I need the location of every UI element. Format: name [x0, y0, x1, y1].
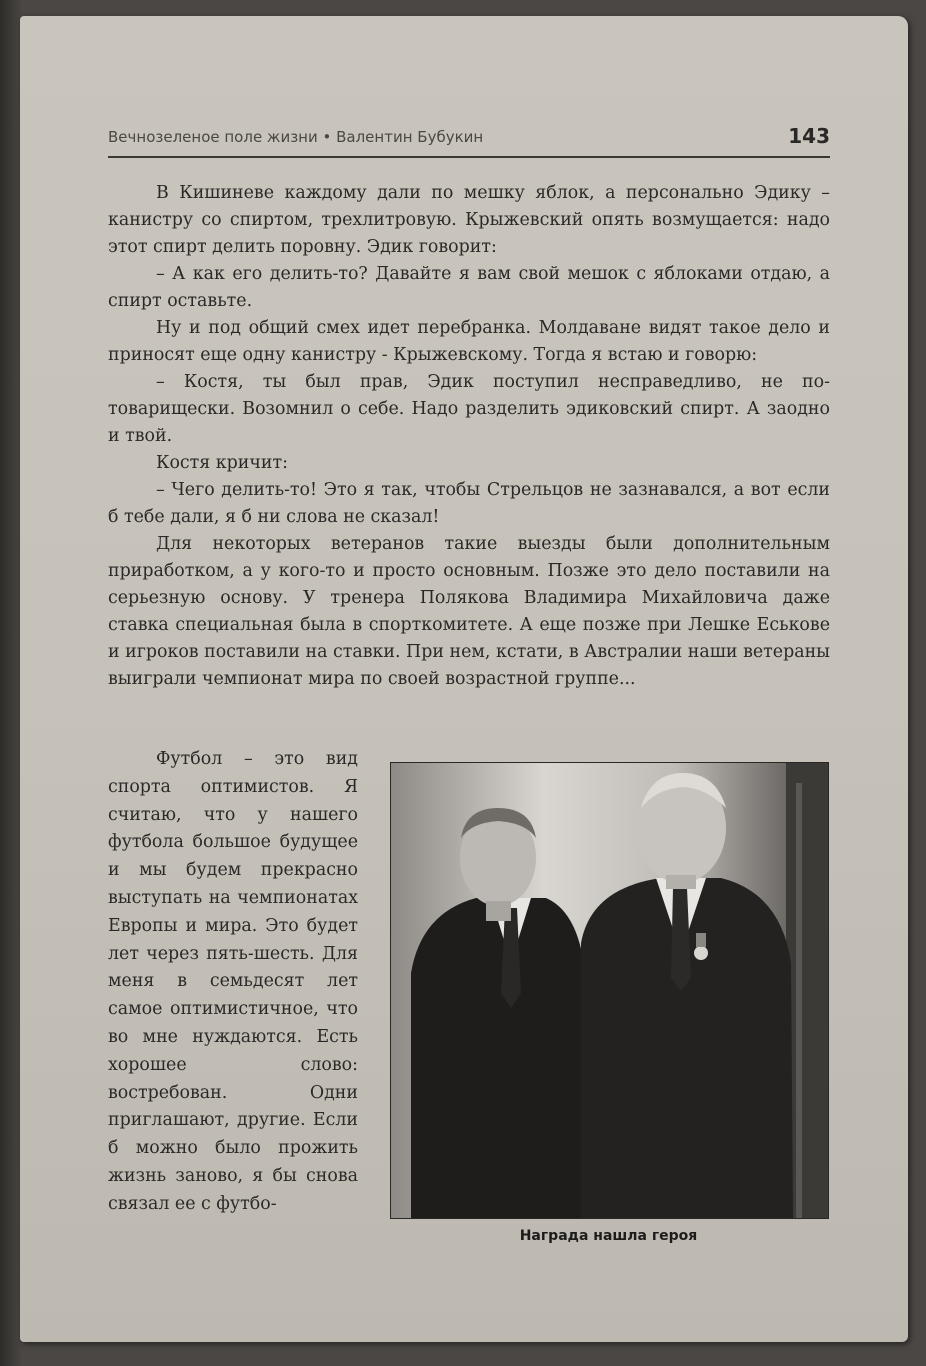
- photo-caption: Награда нашла героя: [519, 1228, 698, 1244]
- paragraph: – А как его делить-то? Давайте я вам свой мешок с яблоками отдаю, а спирт оставьте.: [108, 264, 830, 311]
- body-text: [108, 180, 830, 693]
- paragraph: Для некоторых ветеранов такие выезды были дополнительным приработком, а у кого-то и просто основным. Позже это дело поставили на серьезную основу. У тренера Полякова Владимира Михайловича даже ставка специальная была в спорткомитете. А еще позже при Лешке Еськове и игроков поставили на ставки. При нем, кстати, в Австралии наши ветераны выиграли чемпионат мира по своей возрастной группе...: [108, 534, 830, 689]
- photo-illustration: [391, 763, 828, 1218]
- paragraph: Футбол – это вид спорта оптимистов. Я считаю, что у нашего футбола большое будущее и мы будем прекрасно выступать на чемпионатах Европы и мира. Это будет лет через пять-шесть. Для меня в семьдесят лет самое оптимистичное, что во мне нуждаются. Есть хорошее слово: востребован. Одни приглашают, другие. Если б можно было прожить жизнь заново, я бы снова связал ее с футбо-: [108, 749, 358, 1214]
- photo: [390, 762, 829, 1219]
- running-head: Вечнозеленое поле жизни • Валентин Бубукин: [108, 128, 484, 146]
- paragraph: Костя кричит:: [156, 453, 288, 473]
- book-gutter-shadow: [0, 0, 22, 1366]
- paragraph: В Кишиневе каждому дали по мешку яблок, а персонально Эдику – канистру со спиртом, трехлитровую. Крыжевский опять возмущается: надо этот спирт делить поровну. Эдик говорит:: [108, 183, 830, 257]
- paragraph: – Чего делить-то! Это я так, чтобы Стрельцов не зазнавался, а вот если б тебе дали, я б ни слова не сказал!: [108, 480, 830, 527]
- wrapped-column-text: [108, 746, 358, 1219]
- page-number: 143: [788, 124, 830, 148]
- paragraph: Ну и под общий смех идет перебранка. Молдаване видят такое дело и приносят еще одну канистру - Крыжевскому. Тогда я встаю и говорю:: [108, 318, 830, 365]
- paragraph: – Костя, ты был прав, Эдик поступил несправедливо, не по-товарищески. Возомнил о себе. Надо разделить эдиковский спирт. А заодно и твой.: [108, 372, 830, 446]
- page-header: [108, 124, 830, 158]
